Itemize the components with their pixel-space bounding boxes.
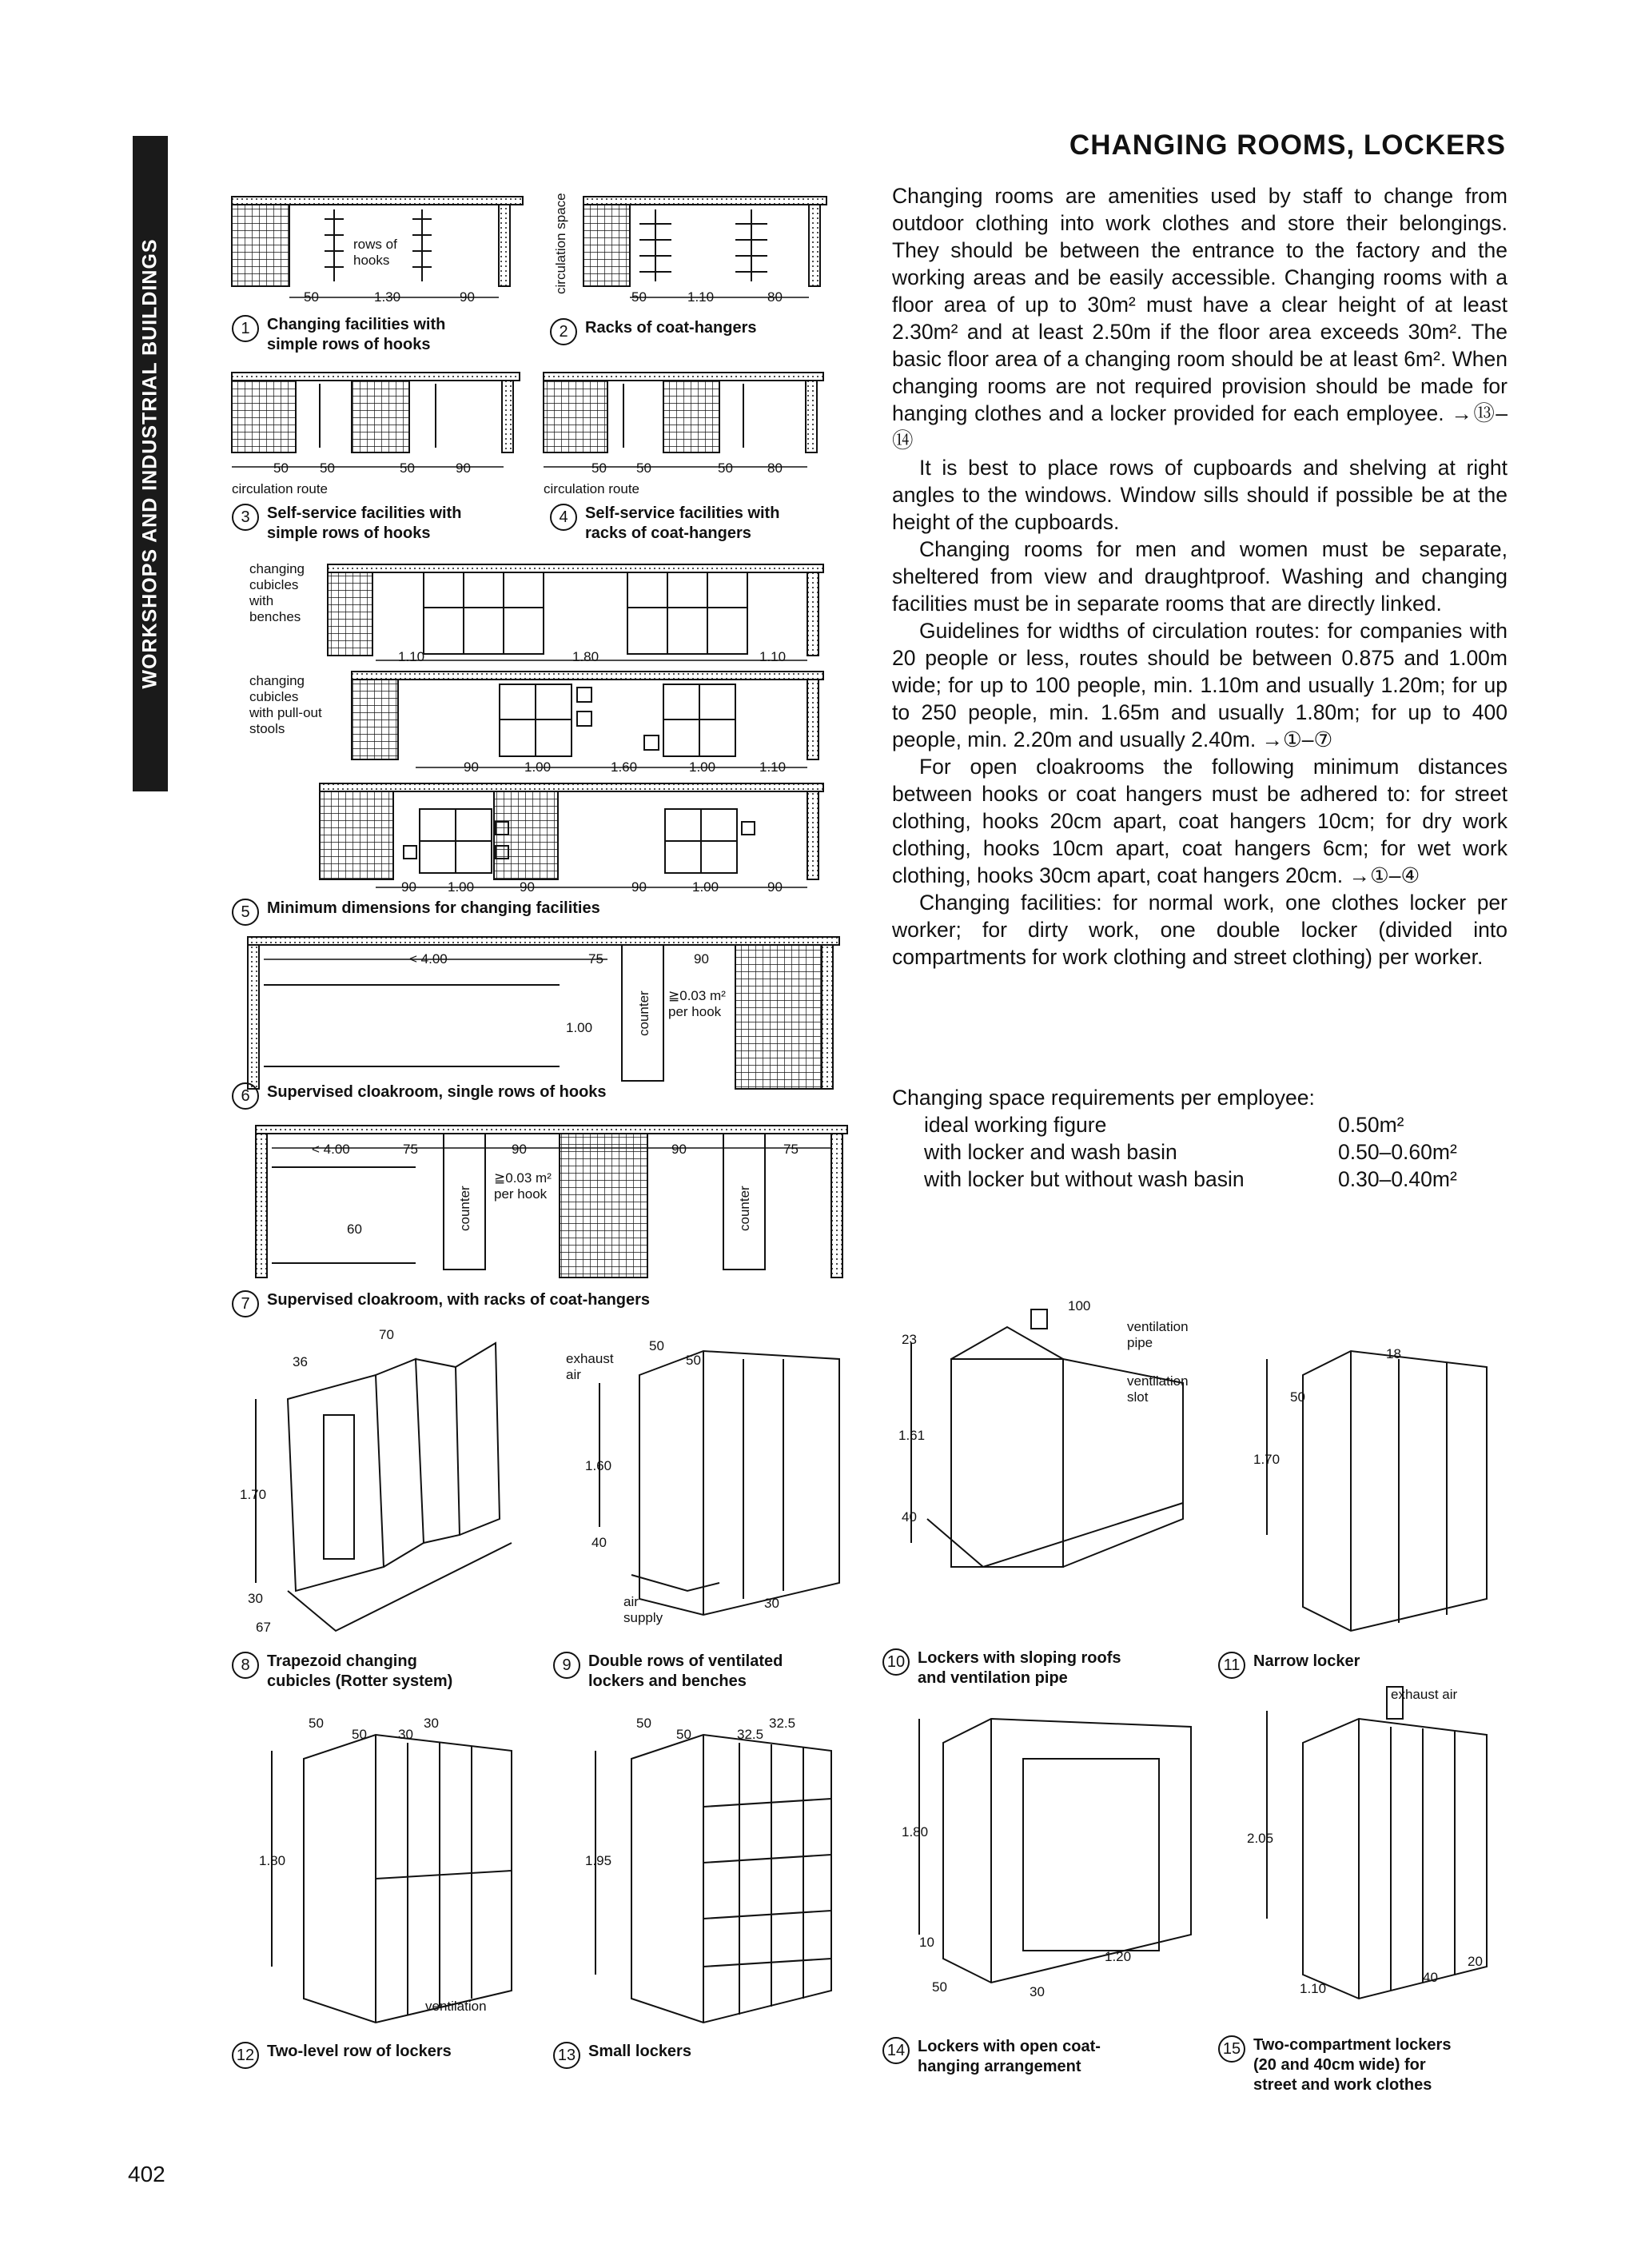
paragraph: Changing rooms are amenities used by staff to change from outdoor clothing into work clothes and store their belongings. They should be between the entrance to the factory and the working areas and be easily accessible. Changing rooms with a floor area of up to 30m² must have a clear height of at least 2.30m² and at least 2.50m if the floor area exceeds 30m². The basic floor area of a changing room should be at least 6m². When changing rooms are not required provision should be made for hanging clothes and a locker provided for each employee. →⑬–⑭: [892, 184, 1508, 452]
dim: 40: [591, 1535, 607, 1550]
dim: 100: [1068, 1298, 1091, 1313]
dim: 50: [636, 1716, 651, 1731]
figure-4-plan: [544, 373, 823, 467]
requirements-heading: Changing space requirements per employee:: [892, 1086, 1315, 1110]
dim: 50: [636, 460, 651, 476]
dim: 50: [1290, 1389, 1305, 1405]
figure-caption: 4 Self-service facilities with racks of coat-hangers: [550, 504, 779, 544]
dim: 60: [347, 1222, 362, 1237]
dim: 23: [902, 1332, 917, 1347]
figure-number: 3: [232, 504, 259, 531]
page-title: CHANGING ROOMS, LOCKERS: [1069, 130, 1506, 161]
dim: 50: [932, 1979, 947, 1995]
dim: 50: [320, 460, 335, 476]
cubicles-benches-label: changing cubicles with benches: [249, 561, 305, 624]
dim: 50: [686, 1353, 701, 1368]
dim: 30: [248, 1591, 263, 1606]
dim: < 4.00: [409, 951, 448, 967]
dim: 1.10: [687, 289, 715, 305]
dim: 1.95: [585, 1853, 612, 1868]
figure-caption: 6 Supervised cloakroom, single rows of hooks: [232, 1082, 607, 1110]
dim: 1.80: [902, 1824, 929, 1840]
requirement-label: with locker but without wash basin: [924, 1167, 1245, 1191]
figure-2-plan: [584, 197, 826, 297]
figure-14-drawing: [919, 1719, 1191, 1983]
dim: 70: [379, 1327, 394, 1342]
counter-label: counter: [457, 1186, 472, 1231]
dim: 90: [512, 1142, 527, 1157]
figure-12-drawing: [272, 1735, 512, 2023]
dim: 90: [464, 759, 479, 775]
figure-number: 6: [232, 1082, 259, 1110]
air-supply-label: air supply: [623, 1594, 663, 1625]
dim: 18: [1386, 1346, 1401, 1361]
dim: 50: [649, 1338, 664, 1353]
paragraph: Guidelines for widths of circulation routes: for companies with 20 people or less, routes should be between 0.875 and 1.00m wide; for up to 100 people, min. 1.10m and usually 1.20m; for up to 250 people, min. 1.65m and usually 1.80m; for up to 400 people, min. 2.20m and usually 2.40m. →①–⑦: [892, 619, 1508, 751]
figure-caption: 12 Two-level row of lockers: [232, 2042, 452, 2069]
paragraph: For open cloakrooms the following minimum distances between hooks or coat hangers must be adhered to: for street clothing, hooks 20cm apart, coat hangers 10cm; for dry work clothing, hooks 10cm apart, coat hangers 6cm; for wet work clothing, hooks 30cm apart, coat hangers 20cm. →①–④: [892, 755, 1508, 887]
figure-caption: 3 Self-service facilities with simple rows of hooks: [232, 504, 461, 544]
dim: 30: [764, 1596, 779, 1611]
dim: 75: [403, 1142, 418, 1157]
figure-caption: 11 Narrow locker: [1218, 1652, 1360, 1679]
figure-caption: 7 Supervised cloakroom, with racks of coat-hangers: [232, 1290, 650, 1317]
figure-number: 9: [553, 1652, 580, 1679]
dim: 90: [401, 879, 416, 895]
dim: 1.00: [448, 879, 475, 895]
dim: 1.80: [572, 649, 599, 664]
dim: 30: [1030, 1984, 1045, 1999]
dim: 90: [520, 879, 535, 895]
figure-6-plan: [248, 937, 839, 1089]
dim: 1.70: [1253, 1452, 1281, 1467]
dim: 1.30: [374, 289, 401, 305]
figure-caption: 9 Double rows of ventilated lockers and benches: [553, 1652, 783, 1692]
dim: 1.80: [259, 1853, 286, 1868]
dim: 32.5: [737, 1727, 764, 1742]
exhaust-air-label: exhaust air: [1391, 1687, 1458, 1702]
dim: 50: [631, 289, 647, 305]
dim: 75: [783, 1142, 799, 1157]
dim: 1.10: [759, 649, 787, 664]
dim: 90: [456, 460, 471, 476]
circulation-route-label: circulation route: [544, 481, 640, 496]
area-per-hook-label: ≧0.03 m² per hook: [668, 988, 726, 1019]
figure-9-drawing: [599, 1351, 839, 1615]
dim: 90: [460, 289, 475, 305]
figure-number: 2: [550, 318, 577, 345]
dim: 50: [273, 460, 289, 476]
figure-caption: 8 Trapezoid changing cubicles (Rotter system): [232, 1652, 452, 1692]
cubicles-stools-label: changing cubicles with pull-out stools: [249, 673, 322, 736]
dim: 80: [767, 460, 783, 476]
dim: 50: [591, 460, 607, 476]
figure-number: 15: [1218, 2035, 1245, 2063]
requirement-value: 0.50–0.60m²: [1338, 1140, 1457, 1164]
figure-number: 1: [232, 315, 259, 342]
figure-number: 12: [232, 2042, 259, 2069]
dim: 1.60: [611, 759, 638, 775]
figure-number: 8: [232, 1652, 259, 1679]
dim: 50: [352, 1727, 367, 1742]
dim: < 4.00: [312, 1142, 350, 1157]
dim: 1.10: [1300, 1981, 1327, 1996]
figure-3-plan: [232, 373, 520, 467]
requirement-label: with locker and wash basin: [924, 1140, 1177, 1164]
counter-label: counter: [737, 1186, 752, 1231]
dim: 1.70: [240, 1487, 267, 1502]
requirement-value: 0.30–0.40m²: [1338, 1167, 1457, 1191]
dim: 1.61: [898, 1428, 926, 1443]
dim: 32.5: [769, 1716, 796, 1731]
dim: 75: [588, 951, 603, 967]
circulation-route-label: circulation route: [232, 481, 329, 496]
dim: 2.05: [1247, 1831, 1274, 1846]
counter-label: counter: [636, 991, 651, 1036]
dim: 40: [1423, 1970, 1438, 1985]
dim: 50: [309, 1716, 324, 1731]
dim: 30: [398, 1727, 413, 1742]
paragraph: Changing rooms for men and women must be separate, sheltered from view and draughtproof. Washing and changing facilities must be in separate rooms that are directly linked.: [892, 537, 1508, 616]
dim: 36: [293, 1354, 308, 1369]
ventilation-pipe-label: ventilation pipe: [1127, 1319, 1189, 1350]
figure-caption: 10 Lockers with sloping roofs and ventilation pipe: [882, 1648, 1121, 1688]
figure-caption: 2 Racks of coat-hangers: [550, 318, 757, 345]
circulation-space-label: circulation space: [553, 193, 568, 294]
dim: 1.00: [689, 759, 716, 775]
figure-number: 13: [553, 2042, 580, 2069]
sidebar-label: WORKSHOPS AND INDUSTRIAL BUILDINGS: [138, 238, 161, 689]
figure-number: 5: [232, 899, 259, 926]
figure-caption: 15 Two-compartment lockers (20 and 40cm wide) for street and work clothes: [1218, 2035, 1451, 2095]
requirement-label: ideal working figure: [924, 1113, 1107, 1137]
ventilation-label: ventilation: [425, 1999, 487, 2014]
dim: 90: [767, 879, 783, 895]
figure-number: 10: [882, 1648, 910, 1676]
exhaust-air-label: exhaust air: [566, 1351, 614, 1382]
dim: 90: [694, 951, 709, 967]
figure-15-drawing: [1267, 1687, 1487, 1999]
dim: 1.10: [759, 759, 787, 775]
figure-5-plan: [320, 564, 823, 887]
rows-of-hooks-label: rows of hooks: [353, 237, 397, 268]
area-per-hook-label: ≧0.03 m² per hook: [494, 1170, 552, 1202]
dim: 50: [676, 1727, 691, 1742]
dim: 90: [631, 879, 647, 895]
dim: 1.00: [524, 759, 552, 775]
dim: 1.20: [1105, 1949, 1132, 1964]
figure-caption: 13 Small lockers: [553, 2042, 691, 2069]
page-number: 402: [128, 2162, 165, 2186]
figure-number: 7: [232, 1290, 259, 1317]
dim: 10: [919, 1935, 934, 1950]
requirement-value: 0.50m²: [1338, 1113, 1404, 1137]
dim: 67: [256, 1620, 271, 1635]
figure-caption: 14 Lockers with open coat- hanging arrangement: [882, 2037, 1101, 2077]
dim: 90: [671, 1142, 687, 1157]
dim: 50: [304, 289, 319, 305]
figure-13-drawing: [595, 1735, 831, 2023]
dim: 1.10: [398, 649, 425, 664]
paragraph: Changing facilities: for normal work, one clothes locker per worker; for dirty work, one double locker (divided into compartments for work clothing and street clothing) per worker.: [892, 891, 1508, 969]
dim: 80: [767, 289, 783, 305]
figure-number: 14: [882, 2037, 910, 2064]
dim: 30: [424, 1716, 439, 1731]
ventilation-slot-label: ventilation slot: [1127, 1373, 1189, 1405]
dim: 1.60: [585, 1458, 612, 1473]
dim: 40: [902, 1509, 917, 1525]
dim: 1.00: [566, 1020, 593, 1035]
figure-caption: 5 Minimum dimensions for changing facilities: [232, 899, 600, 926]
dim: 1.00: [692, 879, 719, 895]
figure-8-drawing: [256, 1343, 512, 1631]
paragraph: It is best to place rows of cupboards and shelving at right angles to the windows. Window sills should if possible be at the height of the cupboards.: [892, 456, 1508, 534]
figure-number: 4: [550, 504, 577, 531]
dim: 50: [718, 460, 733, 476]
figure-caption: 1 Changing facilities with simple rows of hooks: [232, 315, 445, 355]
figure-number: 11: [1218, 1652, 1245, 1679]
dim: 20: [1468, 1954, 1483, 1969]
dim: 50: [400, 460, 415, 476]
